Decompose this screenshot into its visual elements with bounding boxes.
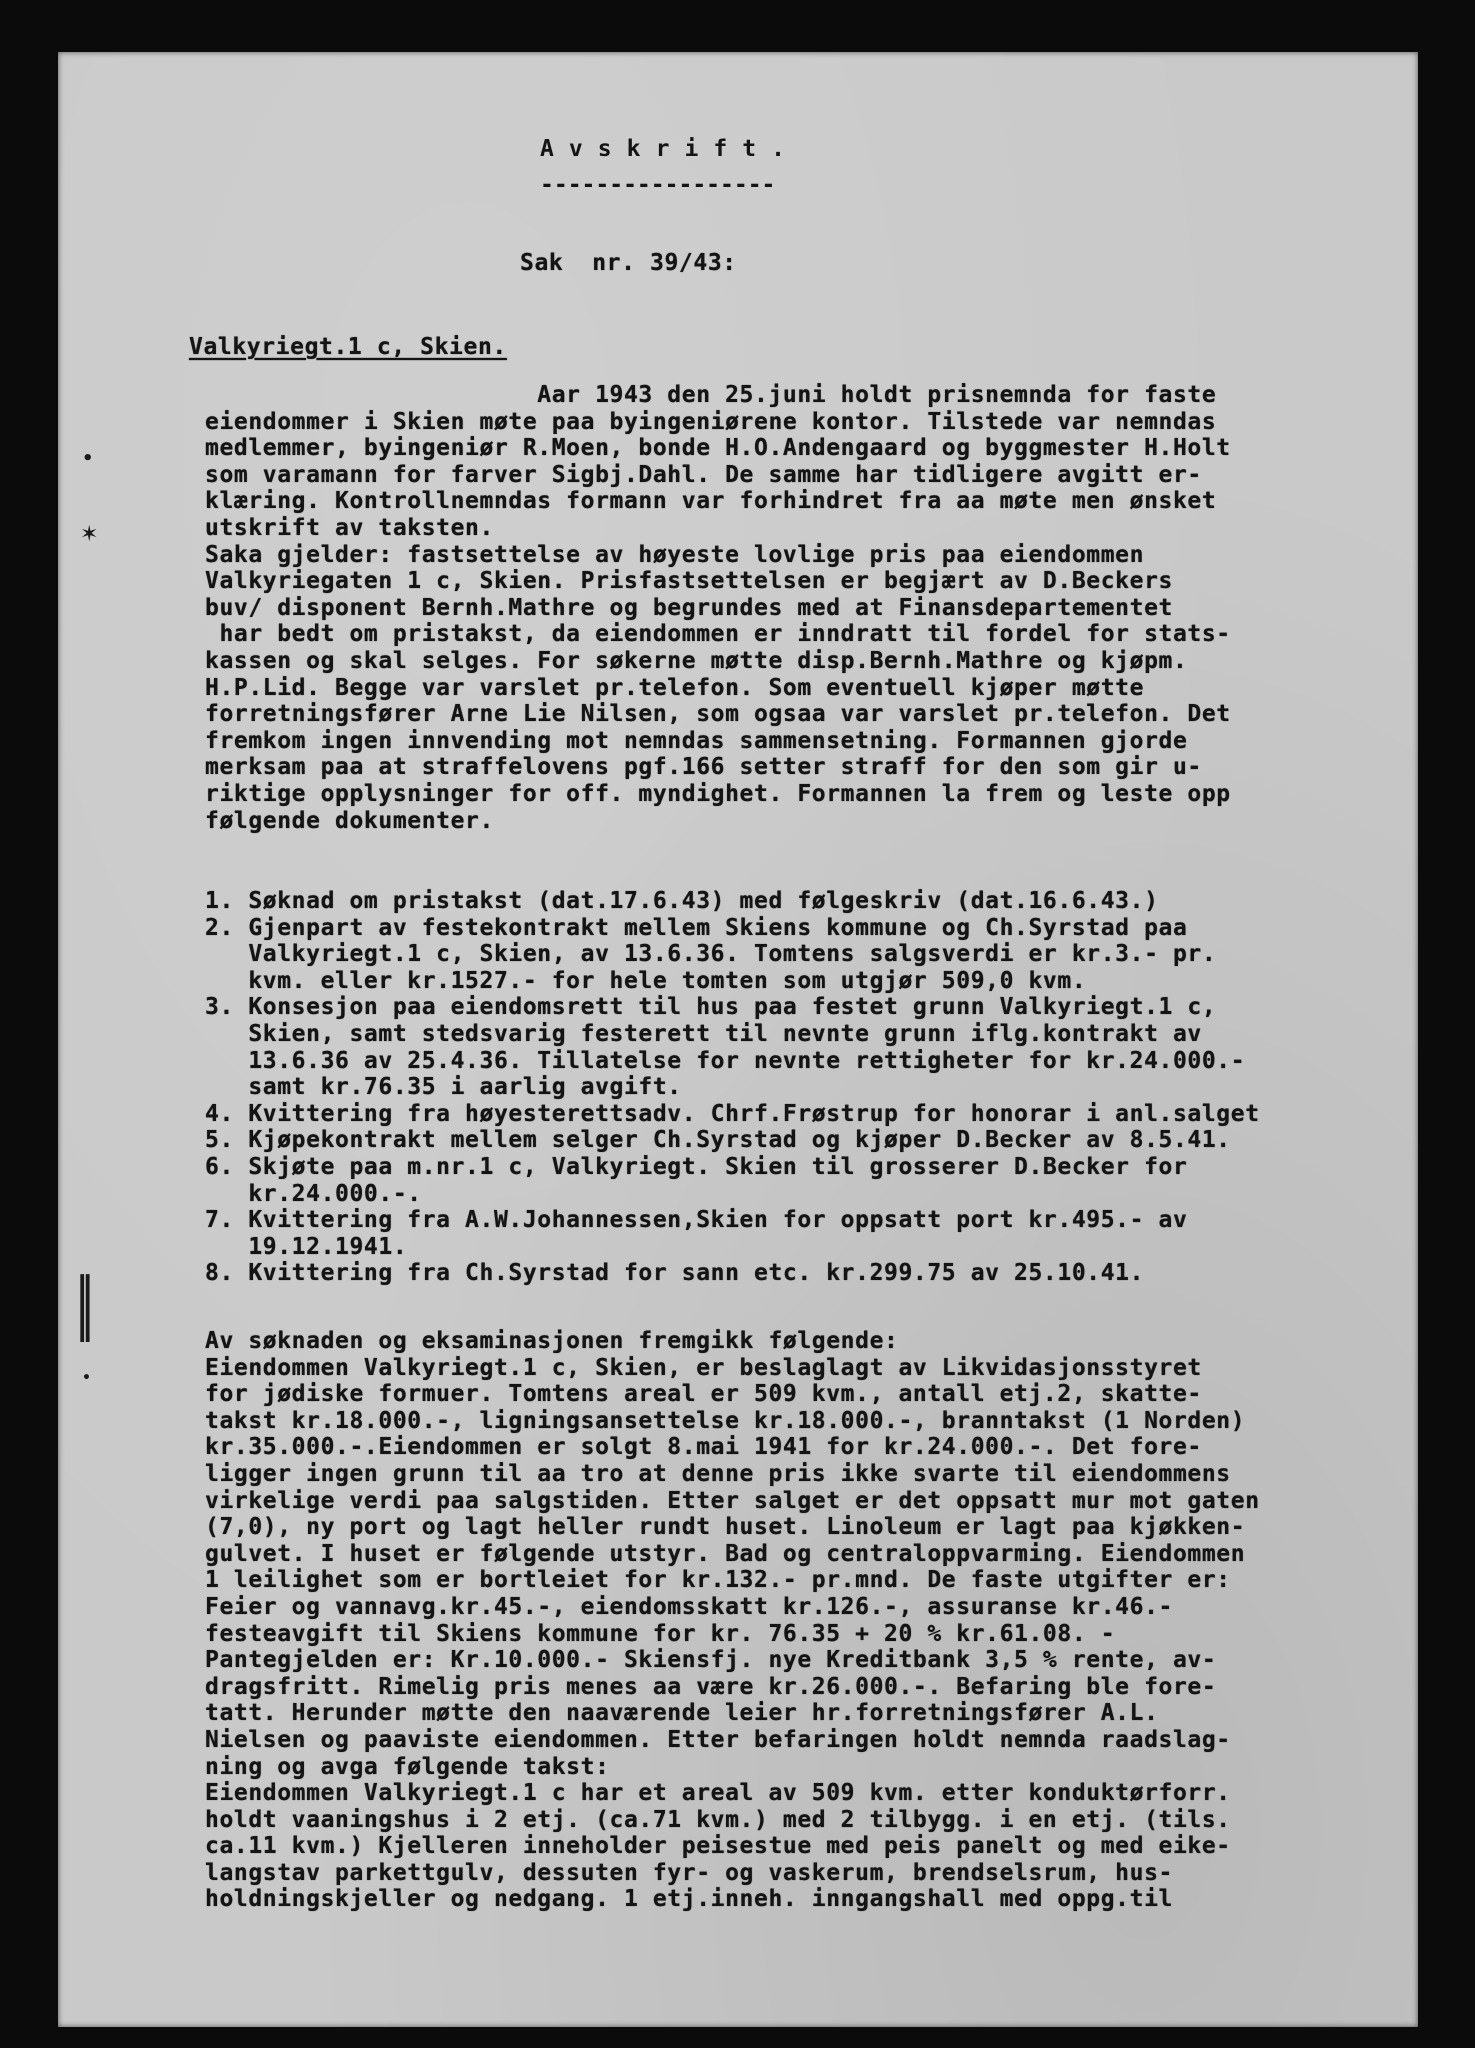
text-line: tatt. Herunder møtte den naaværende leier hr.forretningsfører A.L. (205, 1700, 1159, 1727)
text-line: Saka gjelder: fastsettelse av høyeste lovlige pris paa eiendommen (205, 541, 1145, 568)
list-line: 7. Kvittering fra A.W.Johannessen,Skien for oppsatt port kr.495.- av (205, 1207, 1188, 1234)
case-number: Sak nr. 39/43: (520, 250, 737, 276)
list-line: 8. Kvittering fra Ch.Syrstad for sann etc. kr.299.75 av 25.10.41. (205, 1260, 1145, 1287)
list-line: 6. Skjøte paa m.nr.1 c, Valkyriegt. Skien til grosserer D.Becker for (205, 1153, 1188, 1180)
text-line: langstav parkettgulv, dessuten fyr- og vaskerum, brendselsrum, hus- (205, 1859, 1173, 1886)
list-line: 19.12.1941. (205, 1233, 408, 1260)
document-page (58, 52, 1418, 2027)
text-line: gulvet. I huset er følgende utstyr. Bad og centraloppvarming. Eiendommen (205, 1540, 1246, 1567)
text-line: festeavgift til Skiens kommune for kr. 76.35 + 20 % kr.61.08. - (205, 1620, 1116, 1647)
margin-mark: ✶ (80, 522, 99, 547)
list-line: samt kr.76.35 i aarlig avgift. (205, 1074, 682, 1101)
text-line: kassen og skal selges. For søkerne møtte disp.Bernh.Mathre og kjøpm. (205, 647, 1188, 674)
list-line: 5. Kjøpekontrakt mellem selger Ch.Syrstad og kjøper D.Becker av 8.5.41. (205, 1127, 1231, 1154)
list-line: kr.24.000.-. (205, 1180, 422, 1207)
text-line: fremkom ingen innvending mot nemndas sammensetning. Formannen gjorde (205, 727, 1188, 754)
list-line: 3. Konsesjon paa eiendomsrett til hus paa festet grunn Valkyriegt.1 c, (205, 994, 1217, 1021)
text-line: klæring. Kontrollnemndas formann var forhindret fra aa møte men ønsket (205, 488, 1217, 515)
text-line: buv/ disponent Bernh.Mathre og begrundes med at Finansdepartementet (205, 594, 1173, 621)
text-line: ca.11 kvm.) Kjelleren inneholder peisestue med peis panelt og med eike- (205, 1833, 1231, 1860)
list-line: Valkyriegt.1 c, Skien, av 13.6.36. Tomtens salgsverdi er kr.3.- pr. (205, 941, 1217, 968)
intro-paragraph (205, 382, 1231, 834)
text-line: holdt vaaningshus i 2 etj. (ca.71 kvm.) med 2 tilbygg. i en etj. (tils. (205, 1806, 1231, 1833)
text-line: Aar 1943 den 25.juni holdt prisnemnda for faste (205, 382, 1217, 408)
list-line: 1. Søknad om pristakst (dat.17.6.43) med følgeskriv (dat.16.6.43.) (205, 888, 1159, 914)
text-line: dragsfritt. Rimelig pris menes aa være kr.26.000.-. Befaring ble fore- (205, 1673, 1217, 1700)
title-underline: ----------------- (540, 172, 776, 198)
list-line: Skien, samt stedsvarig festerett til nevnte grunn iflg.kontrakt av (205, 1020, 1202, 1047)
text-line: utskrift av taksten. (205, 514, 494, 541)
text-line: H.P.Lid. Begge var varslet pr.telefon. Som eventuell kjøper møtte (205, 674, 1145, 701)
text-line: for jødiske formuer. Tomtens areal er 509 kvm., antall etj.2, skatte- (205, 1381, 1202, 1408)
text-line: takst kr.18.000.-, ligningsansettelse kr.18.000.-, branntakst (1 Norden) (205, 1407, 1246, 1434)
text-line: Eiendommen Valkyriegt.1 c har et areal av 509 kvm. etter konduktørforr. (205, 1780, 1231, 1807)
text-line: Valkyriegaten 1 c, Skien. Prisfastsettelsen er begjært av D.Beckers (205, 568, 1173, 595)
document-list (205, 888, 1260, 1287)
text-line: som varamann for farver Sigbj.Dahl. De samme har tidligere avgitt er- (205, 461, 1202, 488)
property-heading: Valkyriegt.1 c, Skien. (189, 334, 507, 360)
list-line: 2. Gjenpart av festekontrakt mellem Skiens kommune og Ch.Syrstad paa (205, 914, 1188, 941)
text-line: følgende dokumenter. (205, 807, 494, 834)
text-line: Av søknaden og eksaminasjonen fremgikk følgende: (205, 1328, 899, 1354)
margin-mark: ‖ (76, 1264, 93, 1344)
text-line: medlemmer, byingeniør R.Moen, bonde H.O.Andengaard og byggmester H.Holt (205, 435, 1231, 462)
list-line: 4. Kvittering fra høyesterettsadv. Chrf.Frøstrup for honorar i anl.salget (205, 1100, 1260, 1127)
text-line: holdningskjeller og nedgang. 1 etj.inneh. inngangshall med oppg.til (205, 1886, 1173, 1913)
list-line: kvm. eller kr.1527.- for hele tomten som utgjør 509,0 kvm. (205, 967, 1087, 994)
document-title: A v s k r i f t . (540, 136, 786, 162)
text-line: virkelige verdi paa salgstiden. Etter salget er det oppsatt mur mot gaten (205, 1487, 1260, 1514)
text-line: kr.35.000.-.Eiendommen er solgt 8.mai 1941 for kr.24.000.-. Det fore- (205, 1434, 1202, 1461)
margin-dot: • (82, 1370, 91, 1386)
text-line: eiendommer i Skien møte paa byingeniørene kontor. Tilstede var nemndas (205, 408, 1217, 435)
text-line: ligger ingen grunn til aa tro at denne pris ikke svarte til eiendommens (205, 1460, 1231, 1487)
text-line: ning og avga følgende takst: (205, 1753, 610, 1780)
list-line: 13.6.36 av 25.4.36. Tillatelse for nevnte rettigheter for kr.24.000.- (205, 1047, 1246, 1074)
margin-dot: • (82, 448, 94, 469)
text-line: Pantegjelden er: Kr.10.000.- Skiensfj. nye Kreditbank 3,5 % rente, av- (205, 1647, 1217, 1674)
text-line: Eiendommen Valkyriegt.1 c, Skien, er beslaglagt av Likvidasjonsstyret (205, 1354, 1202, 1381)
text-line: Nielsen og paaviste eiendommen. Etter befaringen holdt nemnda raadslag- (205, 1726, 1231, 1753)
text-line: forretningsfører Arne Lie Nilsen, som ogsaa var varslet pr.telefon. Det (205, 701, 1231, 728)
text-line: Feier og vannavg.kr.45.-, eiendomsskatt kr.126.-, assuranse kr.46.- (205, 1593, 1173, 1620)
text-line: merksam paa at straffelovens pgf.166 setter straff for den som gir u- (205, 754, 1202, 781)
findings-paragraph (205, 1328, 1260, 1913)
text-line: 1 leilighet som er bortleiet for kr.132.- pr.mnd. De faste utgifter er: (205, 1567, 1231, 1594)
text-line: har bedt om pristakst, da eiendommen er inndratt til fordel for stats- (205, 621, 1231, 648)
text-line: (7,0), ny port og lagt heller rundt huset. Linoleum er lagt paa kjøkken- (205, 1514, 1246, 1541)
text-line: riktige opplysninger for off. myndighet. Formannen la frem og leste opp (205, 780, 1231, 807)
